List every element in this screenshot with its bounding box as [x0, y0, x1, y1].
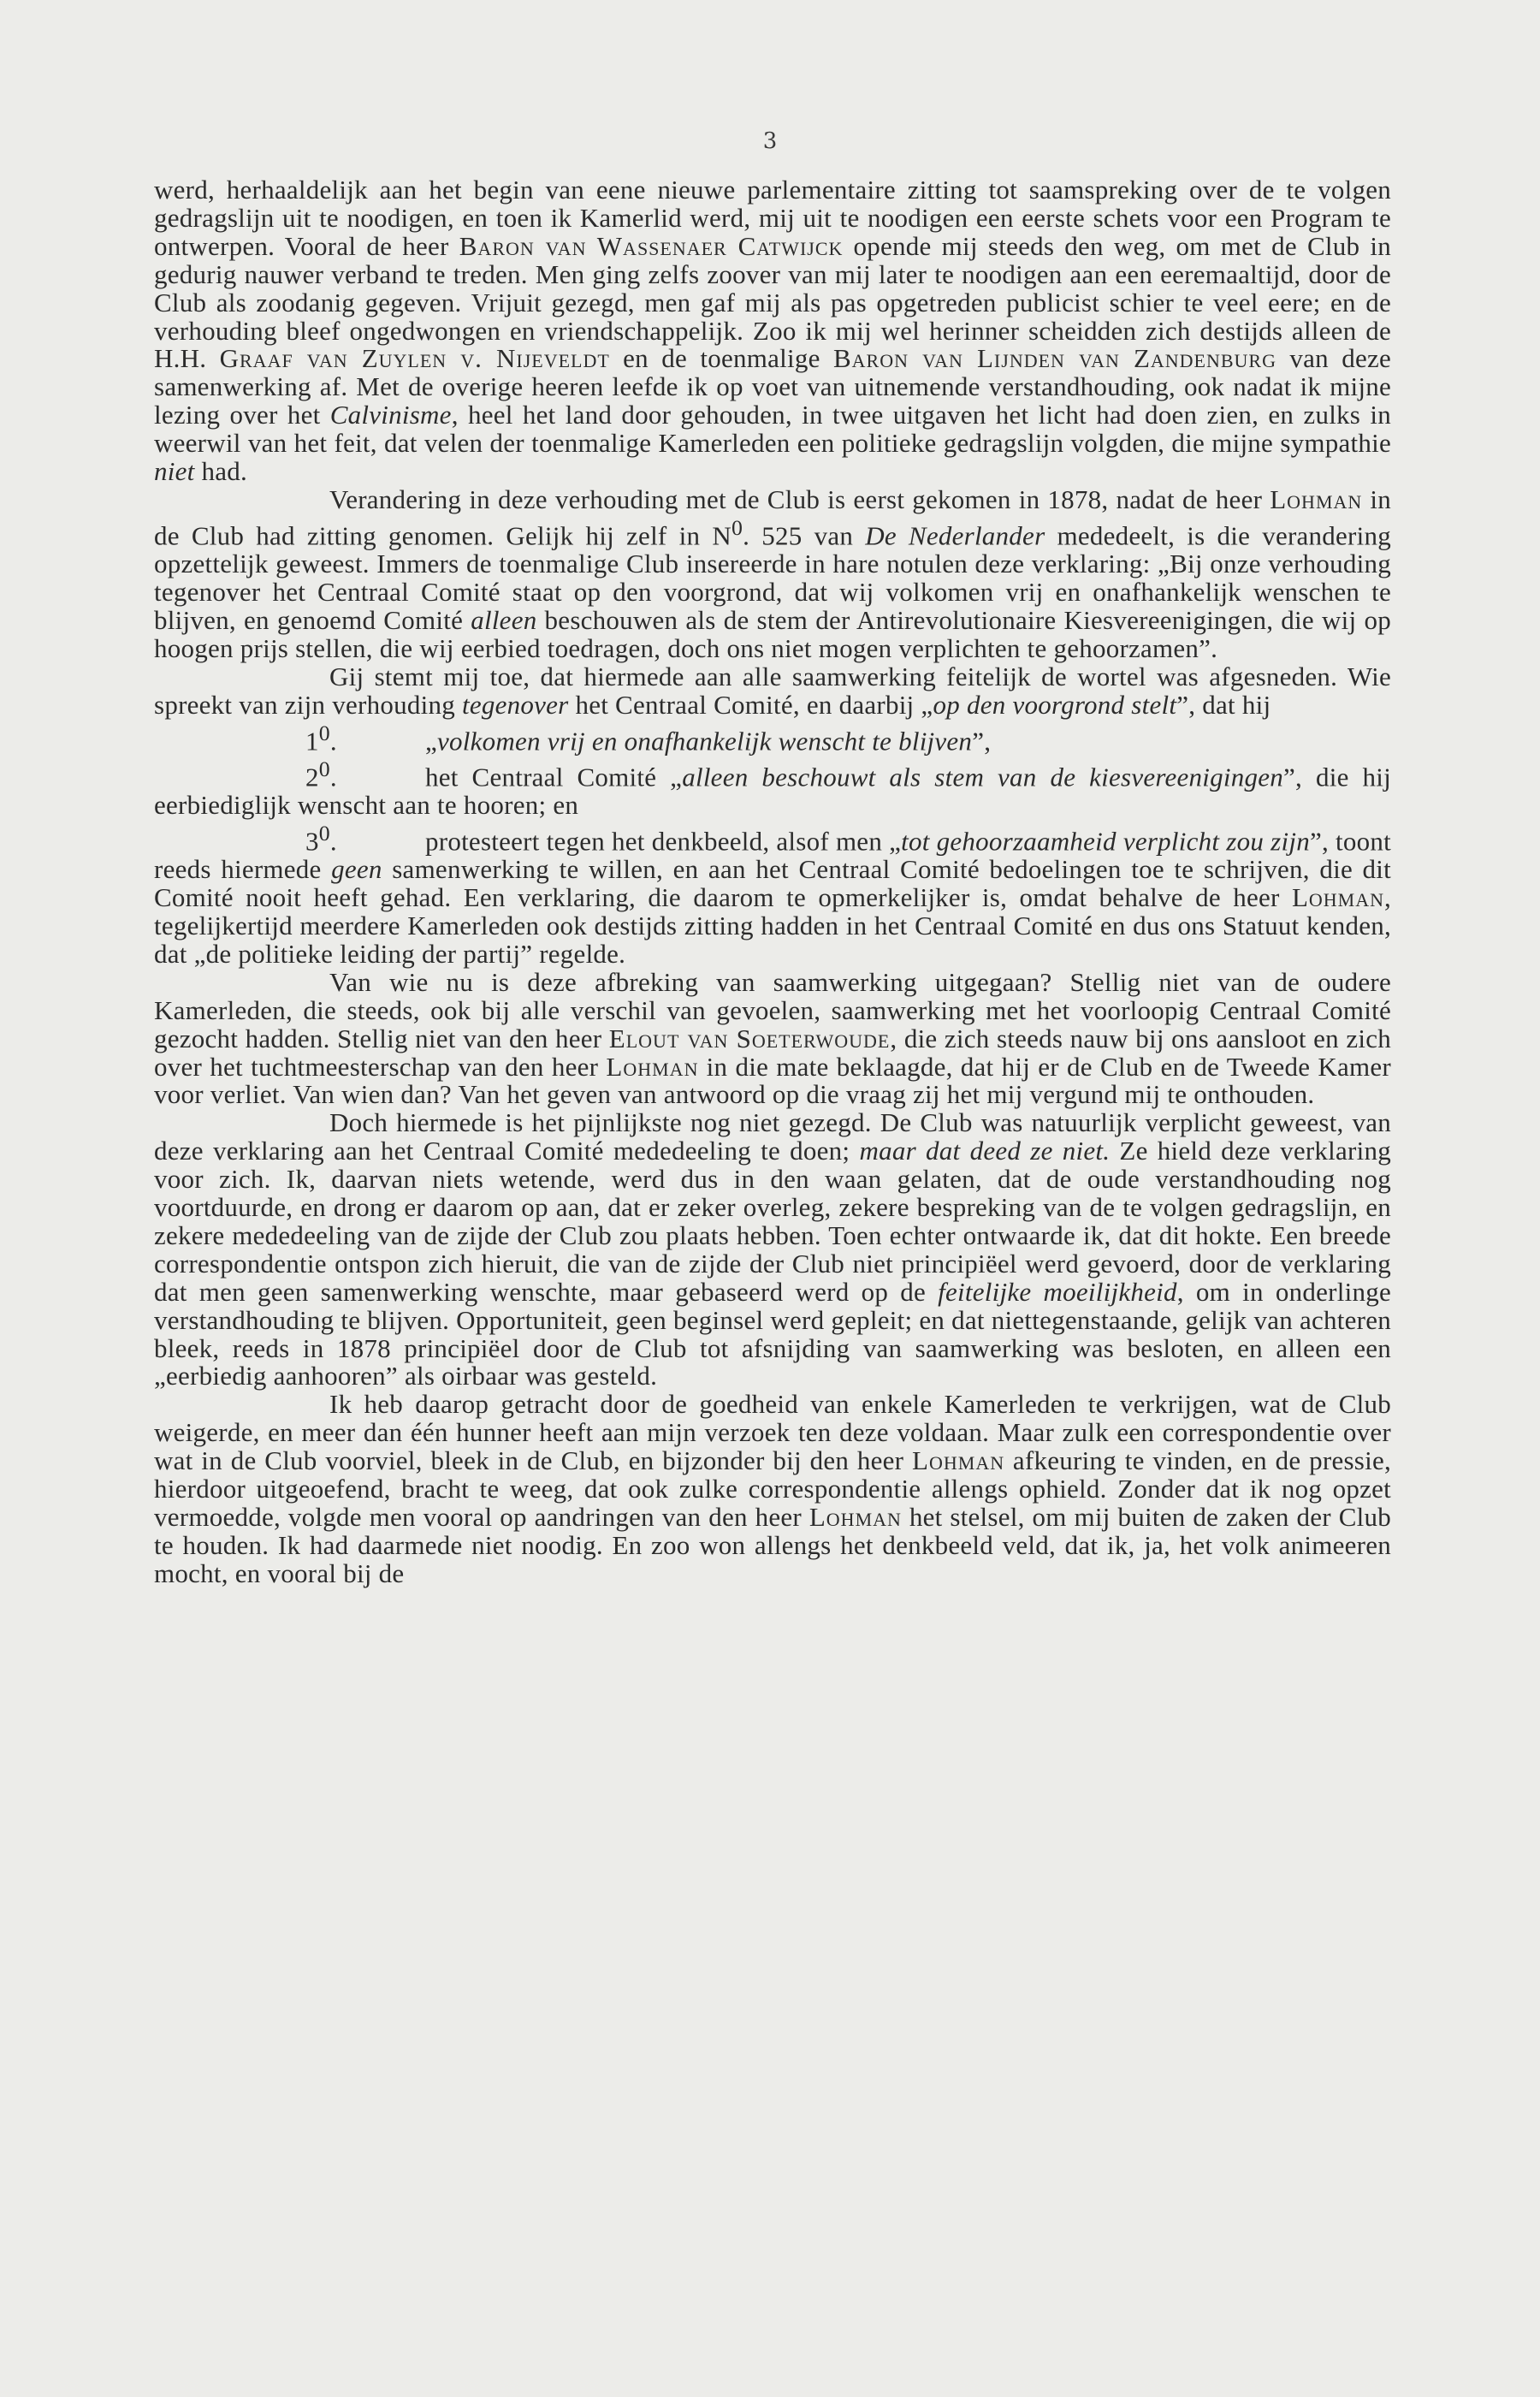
paragraph-2: [154, 486, 1391, 663]
text-run: Verandering in deze verhouding met de Club is eerst gekomen in 1878, nadat de heer: [329, 484, 1270, 514]
text-run: , die zich steeds nauw bij ons aansloot en zich over het tuchtmeesterschap van den heer: [154, 1023, 1391, 1082]
number-dot: .: [329, 762, 337, 792]
newspaper-title: De Nederlander: [865, 520, 1045, 551]
text-run: opende mij steeds den weg, om met de Club in gedurig nauwer verband te treden. Men ging zelfs zoover van mij later te noodigen aan een eeremaaltijd, door de Club als zoodanig gegeven. Vrijuit gezegd, men gaf mij als pas opgetreden publicist schier te veel eere; en de verhouding bleef ongedwongen en vriendschappelijk. Zoo ik mij wel herinner scheidden zich destijds alleen de H.H.: [154, 230, 1391, 374]
text-run: , tegelijkertijd meerdere Kamerleden ook destijds zitting hadden in het Centraal Comité en dus ons Statuut kenden, dat „de politieke leiding der partij” regelde.: [154, 882, 1391, 969]
person-name: Lohman: [1270, 484, 1363, 514]
number-dot: .: [329, 826, 337, 857]
text-run: samenwerking te willen, en aan het Centraal Comité bedoelingen toe te schrijven, die dit Comité nooit heeft gehad. Een verklaring, die daarom te opmerkelijker is, omdat behalve de heer: [154, 854, 1391, 913]
text-run: van deze samenwerking af. Met de overige heeren leefde ik op voet van uitnemende verstandhouding, ook nadat ik mijne lezing over het: [154, 343, 1391, 430]
paragraph-5: [154, 1109, 1391, 1391]
person-name: Baron van Wassenaer Catwijck: [459, 230, 844, 261]
person-name: Lohman: [912, 1445, 1005, 1476]
text-run: mededeelt, is die verandering opzettelijk geweest. Immers de toenmalige Club insereerde in hare notulen deze verklaring: „Bij onze verhouding tegenover het Centraal Comité staat op den voorgrond, dat wij volkomen vrij en onafhankelijk wenschen te blijven, en genoemd Comité: [154, 520, 1391, 635]
enumeration-item-2: [154, 756, 1391, 820]
superscript: 0: [318, 820, 330, 845]
text-run: beschouwen als de stem der Antirevolutionaire Kiesvereenigingen, die wij op hoogen prijs stellen, die wij eerbied toedragen, doch ons niet mogen verplichten te gehoorzamen”.: [154, 604, 1392, 663]
person-name: Baron van Lijnden van Zandenburg: [832, 343, 1276, 374]
person-name: Lohman: [606, 1051, 699, 1082]
text-run: „: [425, 725, 438, 756]
enumeration-body: [425, 726, 991, 756]
superscript: 0: [731, 514, 743, 540]
paragraph-6: [154, 1391, 1391, 1587]
emphasis: Calvinisme: [329, 400, 452, 430]
text-run: Ik heb daarop getracht door de goedheid van enkele Kamerleden te verkrijgen, wat de Club weigerde, en meer dan één hunner heeft aan mijn verzoek ten deze voldaan. Maar zulk een correspondentie over wat in de Club voorviel, bleek in de Club, en bijzonder bij den heer: [154, 1389, 1391, 1476]
text-run: in de Club had zitting genomen. Gelijk hij zelf in N: [154, 484, 1391, 551]
emphasis: feitelijke moeilijkheid: [938, 1276, 1177, 1307]
emphasis: alleen beschouwt als stem van de kiesvereenigingen: [682, 762, 1284, 792]
number-digit: 1: [305, 725, 319, 756]
text-run: ”,: [972, 725, 992, 756]
enumeration-number: [154, 756, 425, 792]
emphasis: maar dat deed ze niet.: [859, 1136, 1111, 1166]
number-digit: 3: [305, 826, 319, 857]
text-run: het Centraal Comité, en daarbij „: [568, 689, 933, 720]
text-run: in die mate beklaagde, dat hij er de Club en de Tweede Kamer voor verliet. Van wien dan? Van het geven van antwoord op die vraag zij het mij vergund mij te onthouden.: [154, 1051, 1391, 1110]
superscript: 0: [318, 720, 330, 745]
text-run: ”, dat hij: [1176, 689, 1271, 720]
text-run: het Centraal Comité „: [425, 762, 683, 792]
text-run: Van wie nu is deze afbreking van saamwerking uitgegaan? Stellig niet van de oudere Kamerleden, die steeds, ook bij alle verschil van gevoelen, saamwerking met het voorloopig Centraal Comité gezocht hadden. Stellig niet van den heer: [154, 966, 1391, 1053]
emphasis: tot gehoorzaamheid verplicht zou zijn: [901, 826, 1310, 857]
enumeration-item-3: [154, 820, 1391, 969]
number-dot: .: [329, 725, 337, 756]
superscript: 0: [318, 756, 330, 781]
person-name: Lohman: [808, 1502, 902, 1532]
enumeration-number: [154, 720, 425, 756]
paragraph-3: [154, 663, 1391, 720]
person-name: Lohman: [1291, 882, 1384, 913]
text-run: afkeuring te vinden, en de pressie, hierdoor uitgeoefend, bracht te weeg, dat ook zulke correspondentie allengs ophield. Zonder dat ik nog opzet vermoedde, volgde men vooral op aandringen van den heer: [154, 1445, 1391, 1532]
text-run: ”, toont reeds hiermede: [154, 826, 1391, 885]
enumeration-number: [154, 820, 425, 856]
paragraph-4: [154, 966, 1391, 1110]
emphasis: op den voorgrond stelt: [933, 689, 1177, 720]
person-name: Elout van Soeterwoude: [608, 1023, 891, 1053]
page-number: 3: [762, 128, 778, 154]
body-text: [154, 176, 1391, 1588]
text-run: werd, herhaaldelijk aan het begin van eene nieuwe parlementaire zitting tot saamspreking over de te volgen gedragslijn uit te noodigen, en toen ik Kamerlid werd, mij uit te noodigen een eerste schets voor een Program te ontwerpen. Vooral de heer: [154, 175, 1391, 261]
text-run: Doch hiermede is het pijnlijkste nog niet gezegd. De Club was natuurlijk verplicht geweest, van deze verklaring aan het Centraal Comité mededeeling te doen;: [154, 1107, 1391, 1166]
text-run: ”, die hij eerbiediglijk wenscht aan te hooren; en: [154, 762, 1392, 821]
text-run: Gij stemt mij toe, dat hiermede aan alle saamwerking feitelijk de wortel was afgesneden. Wie spreekt van zijn verhouding: [154, 661, 1391, 720]
person-name: Graaf van Zuylen v. Nijeveldt: [219, 343, 610, 374]
text-run: had.: [194, 456, 248, 487]
text-run: , om in onderlinge verstandhouding te blijven. Opportuniteit, geen beginsel werd gepleit; en dat niettegenstaande, gelijk van achteren bleek, reeds in 1878 principiëel door de Club tot afsnijding van saamwerking was besloten, en alleen een „eerbiedig aanhooren” als oirbaar was gesteld.: [154, 1276, 1391, 1391]
text-run: het stelsel, om mij buiten de zaken der Club te houden. Ik had daarmede niet noodig. En zoo won allengs het denkbeeld veld, dat ik, ja, het volk animeeren mocht, en vooral bij de: [154, 1502, 1391, 1588]
text-run: en de toenmalige: [609, 343, 833, 374]
emphasis: geen: [331, 854, 382, 885]
number-digit: 2: [305, 762, 319, 792]
paragraph-1: [154, 176, 1391, 486]
emphasis: niet: [154, 456, 195, 487]
enumeration-item-1: [154, 720, 1391, 756]
text-run: . 525 van: [743, 520, 866, 551]
emphasis: alleen: [471, 604, 537, 635]
text-run: , heel het land door gehouden, in twee uitgaven het licht had doen zien, en zulks in weerwil van het feit, dat velen der toenmalige Kamerleden een politieke gedragslijn volgden, die mijne sympathie: [154, 400, 1391, 459]
text-run: Ze hield deze verklaring voor zich. Ik, daarvan niets wetende, werd dus in den waan gelaten, dat de oude verstandhouding nog voortduurde, en drong er daarom op aan, dat er zeker overleg, zekere bespreking van de te volgen gedragslijn, en zekere mededeeling van de zijde der Club zou plaats hebben. Toen echter ontwaarde ik, dat dit hokte. Een breede correspondentie ontspon zich hieruit, die van de zijde der Club niet principiëel werd gevoerd, door de verklaring dat men geen samenwerking wenschte, maar gebaseerd werd op de: [154, 1136, 1391, 1307]
emphasis: tegenover: [461, 689, 569, 720]
text-run: protesteert tegen het denkbeeld, alsof men „: [425, 826, 902, 857]
emphasis: volkomen vrij en onafhankelijk wenscht te blijven: [437, 725, 973, 756]
